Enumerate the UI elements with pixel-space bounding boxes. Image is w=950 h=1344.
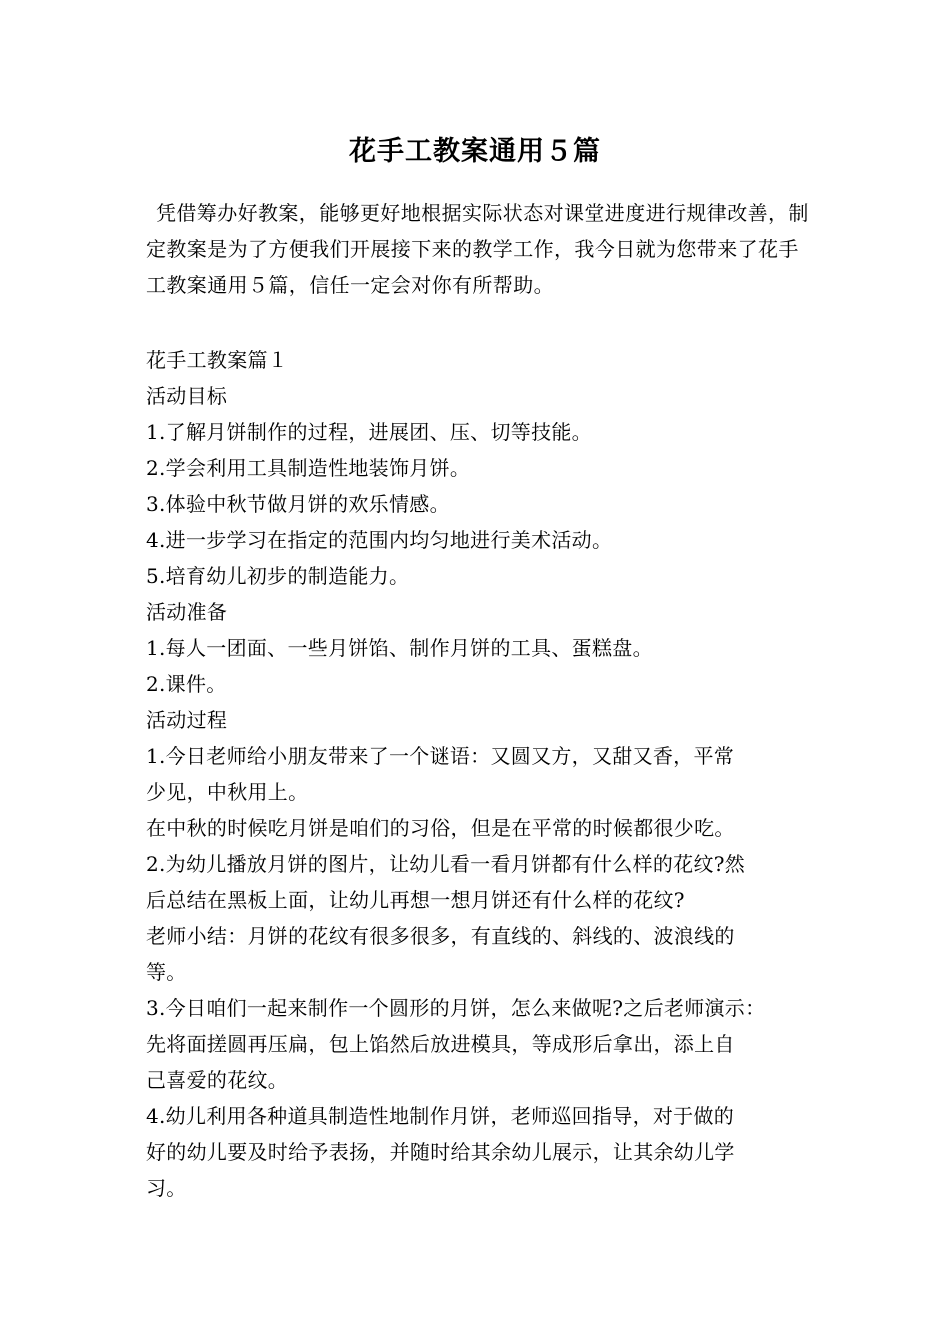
body-line: 1.每人一团面、一些月饼馅、制作月饼的工具、蛋糕盘。 <box>146 636 653 660</box>
body-line: 4.幼儿利用各种道具制造性地制作月饼，老师巡回指导，对于做的 <box>146 1104 735 1128</box>
body-line: 活动准备 <box>146 600 228 624</box>
body-line: 习。 <box>146 1176 187 1200</box>
body-line: 3.体验中秋节做月饼的欢乐情感。 <box>146 492 450 516</box>
body-line: 己喜爱的花纹。 <box>146 1068 289 1092</box>
body-line: 少见，中秋用上。 <box>146 780 309 804</box>
body-line: 1.今日老师给小朋友带来了一个谜语：又圆又方，又甜又香，平常 <box>146 744 735 768</box>
body-line: 后总结在黑板上面，让幼儿再想一想月饼还有什么样的花纹? <box>146 888 685 912</box>
body-line: 5.培育幼儿初步的制造能力。 <box>146 564 410 588</box>
body-line: 2.学会利用工具制造性地装饰月饼。 <box>146 456 471 480</box>
body-line: 3.今日咱们一起来制作一个圆形的月饼，怎么来做呢?之后老师演示： <box>146 996 766 1020</box>
body-line: 老师小结：月饼的花纹有很多很多，有直线的、斜线的、波浪线的 <box>146 924 735 948</box>
document-body <box>146 342 826 1206</box>
body-line: 在中秋的时候吃月饼是咱们的习俗，但是在平常的时候都很少吃。 <box>146 816 735 840</box>
body-line: 4.进一步学习在指定的范围内均匀地进行美术活动。 <box>146 528 613 552</box>
body-line: 等。 <box>146 960 187 984</box>
body-line: 2.为幼儿播放月饼的图片，让幼儿看一看月饼都有什么样的花纹?然 <box>146 852 746 876</box>
document-title: 花手工教案通用５篇 <box>349 136 601 167</box>
body-line: 花手工教案篇１ <box>146 348 289 372</box>
intro-paragraph: 凭借筹办好教案，能够更好地根据实际状态对课堂进度进行规律改善，制定教案是为了方便我们开展接下来的教学工作，我今日就为您带来了花手工教案通用５篇，信任一定会对你有所帮助。 <box>146 201 809 297</box>
body-line: 好的幼儿要及时给予表扬，并随时给其余幼儿展示，让其余幼儿学 <box>146 1140 735 1164</box>
body-line: 活动目标 <box>146 384 228 408</box>
body-line: 2.课件。 <box>146 672 227 696</box>
body-line: 1.了解月饼制作的过程，进展团、压、切等技能。 <box>146 420 592 444</box>
body-line: 先将面搓圆再压扁，包上馅然后放进模具，等成形后拿出，添上自 <box>146 1032 735 1056</box>
body-line: 活动过程 <box>146 708 228 732</box>
